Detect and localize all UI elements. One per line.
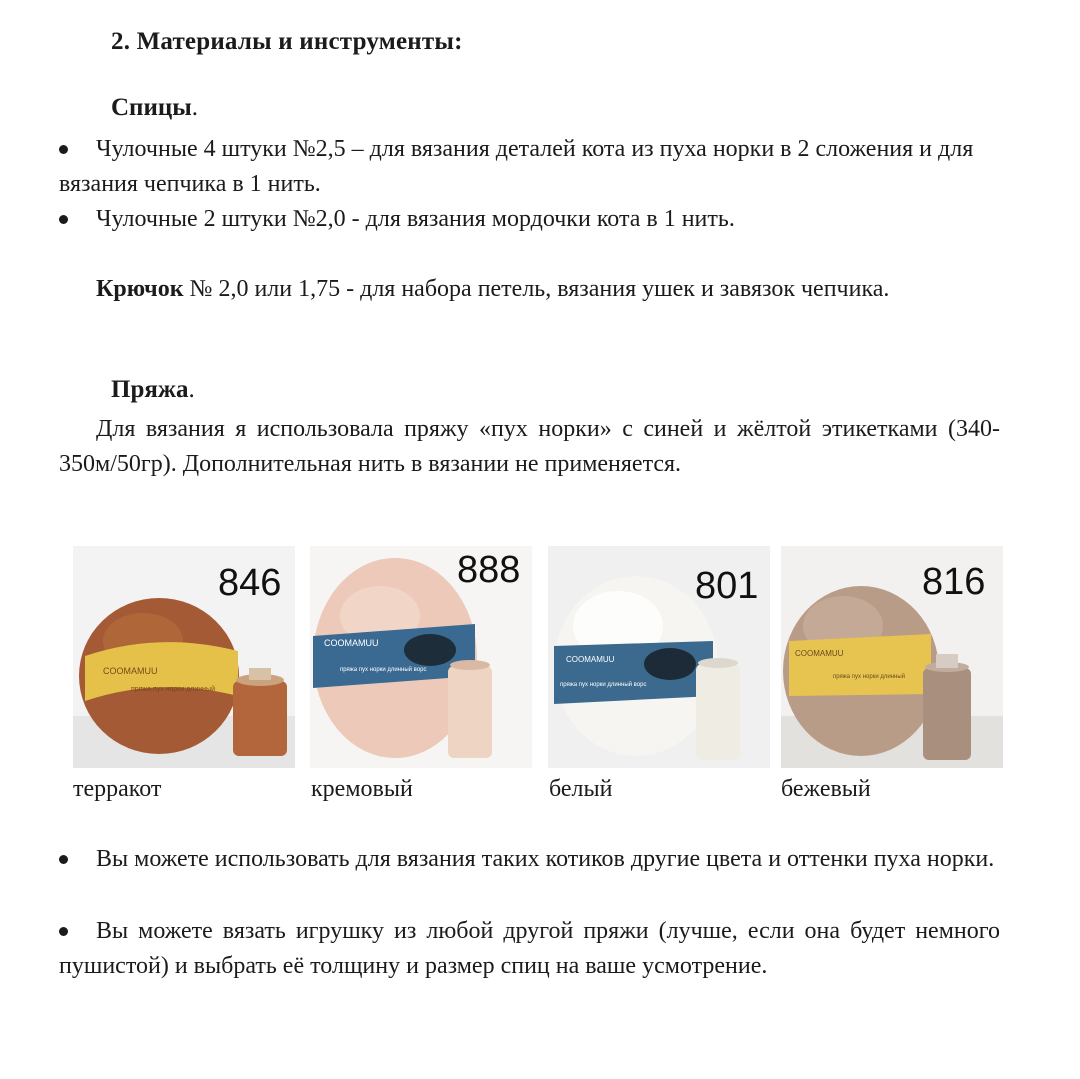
yarn-label-text: COOMAMUU: [324, 638, 379, 648]
note-text: Вы можете вязать игрушку из любой другой пряжи (лучше, если она будет немного пушистой) и выбрать её толщину и размер спиц на ваше усмотрение.: [59, 918, 1000, 979]
yarn-paragraph: Для вязания я использовала пряжу «пух норки» с синей и жёлтой этикетками (340-350м/50гр). Дополнительная нить в вязании не применяется.: [59, 416, 1000, 477]
yarn-heading: Пряжа.: [111, 376, 195, 403]
section-title: 2. Материалы и инструменты:: [111, 28, 463, 55]
yarn-label-subtext: пряжа пух норки длинный ворс: [560, 682, 647, 688]
yarn-number-846: 846: [218, 562, 282, 604]
needles-bullet-2: [59, 202, 1000, 237]
hook-label: Крючок: [96, 276, 184, 302]
yarn-label-text: COOMAMUU: [795, 649, 844, 658]
bullet-dot-icon: [59, 145, 68, 154]
yarn-caption-cream: кремовый: [311, 776, 413, 802]
note-bullet-2: [59, 914, 1000, 984]
yarn-label-subtext: пряжа пух норки длинный: [833, 674, 905, 680]
note-text: Вы можете использовать для вязания таких котиков другие цвета и оттенки пуха норки.: [96, 846, 995, 872]
needles-bullet-text: Чулочные 2 штуки №2,0 - для вязания мордочки кота в 1 нить.: [96, 206, 735, 232]
needles-bullet-text: Чулочные 4 штуки №2,5 – для вязания деталей кота из пуха норки в 2 сложения и для вязания чепчика в 1 нить.: [59, 136, 974, 197]
yarn-heading-text: Пряжа: [111, 376, 189, 403]
yarn-caption-terracotta: терракот: [73, 776, 162, 802]
needles-heading-text: Спицы: [111, 94, 192, 121]
bullet-dot-icon: [59, 215, 68, 224]
needles-heading: Спицы.: [111, 94, 199, 121]
yarn-caption-white: белый: [549, 776, 613, 802]
yarn-caption-beige: бежевый: [781, 776, 871, 802]
needles-bullet-1: [59, 132, 1000, 202]
note-bullet-1: [59, 842, 1000, 877]
yarn-number-888: 888: [457, 549, 521, 591]
bullet-dot-icon: [59, 927, 68, 936]
yarn-label-subtext: пряжа пух норки длинный ворс: [340, 667, 427, 673]
hook-paragraph: [59, 272, 1000, 307]
yarn-label-text: COOMAMUU: [103, 666, 158, 676]
yarn-label-text: COOMAMUU: [566, 655, 615, 664]
yarn-label-subtext: пряжа пух норки длинный: [131, 686, 215, 693]
yarn-number-816: 816: [922, 561, 986, 603]
bullet-dot-icon: [59, 855, 68, 864]
hook-text: № 2,0 или 1,75 - для набора петель, вязания ушек и завязок чепчика.: [183, 276, 890, 302]
yarn-number-801: 801: [695, 565, 759, 607]
